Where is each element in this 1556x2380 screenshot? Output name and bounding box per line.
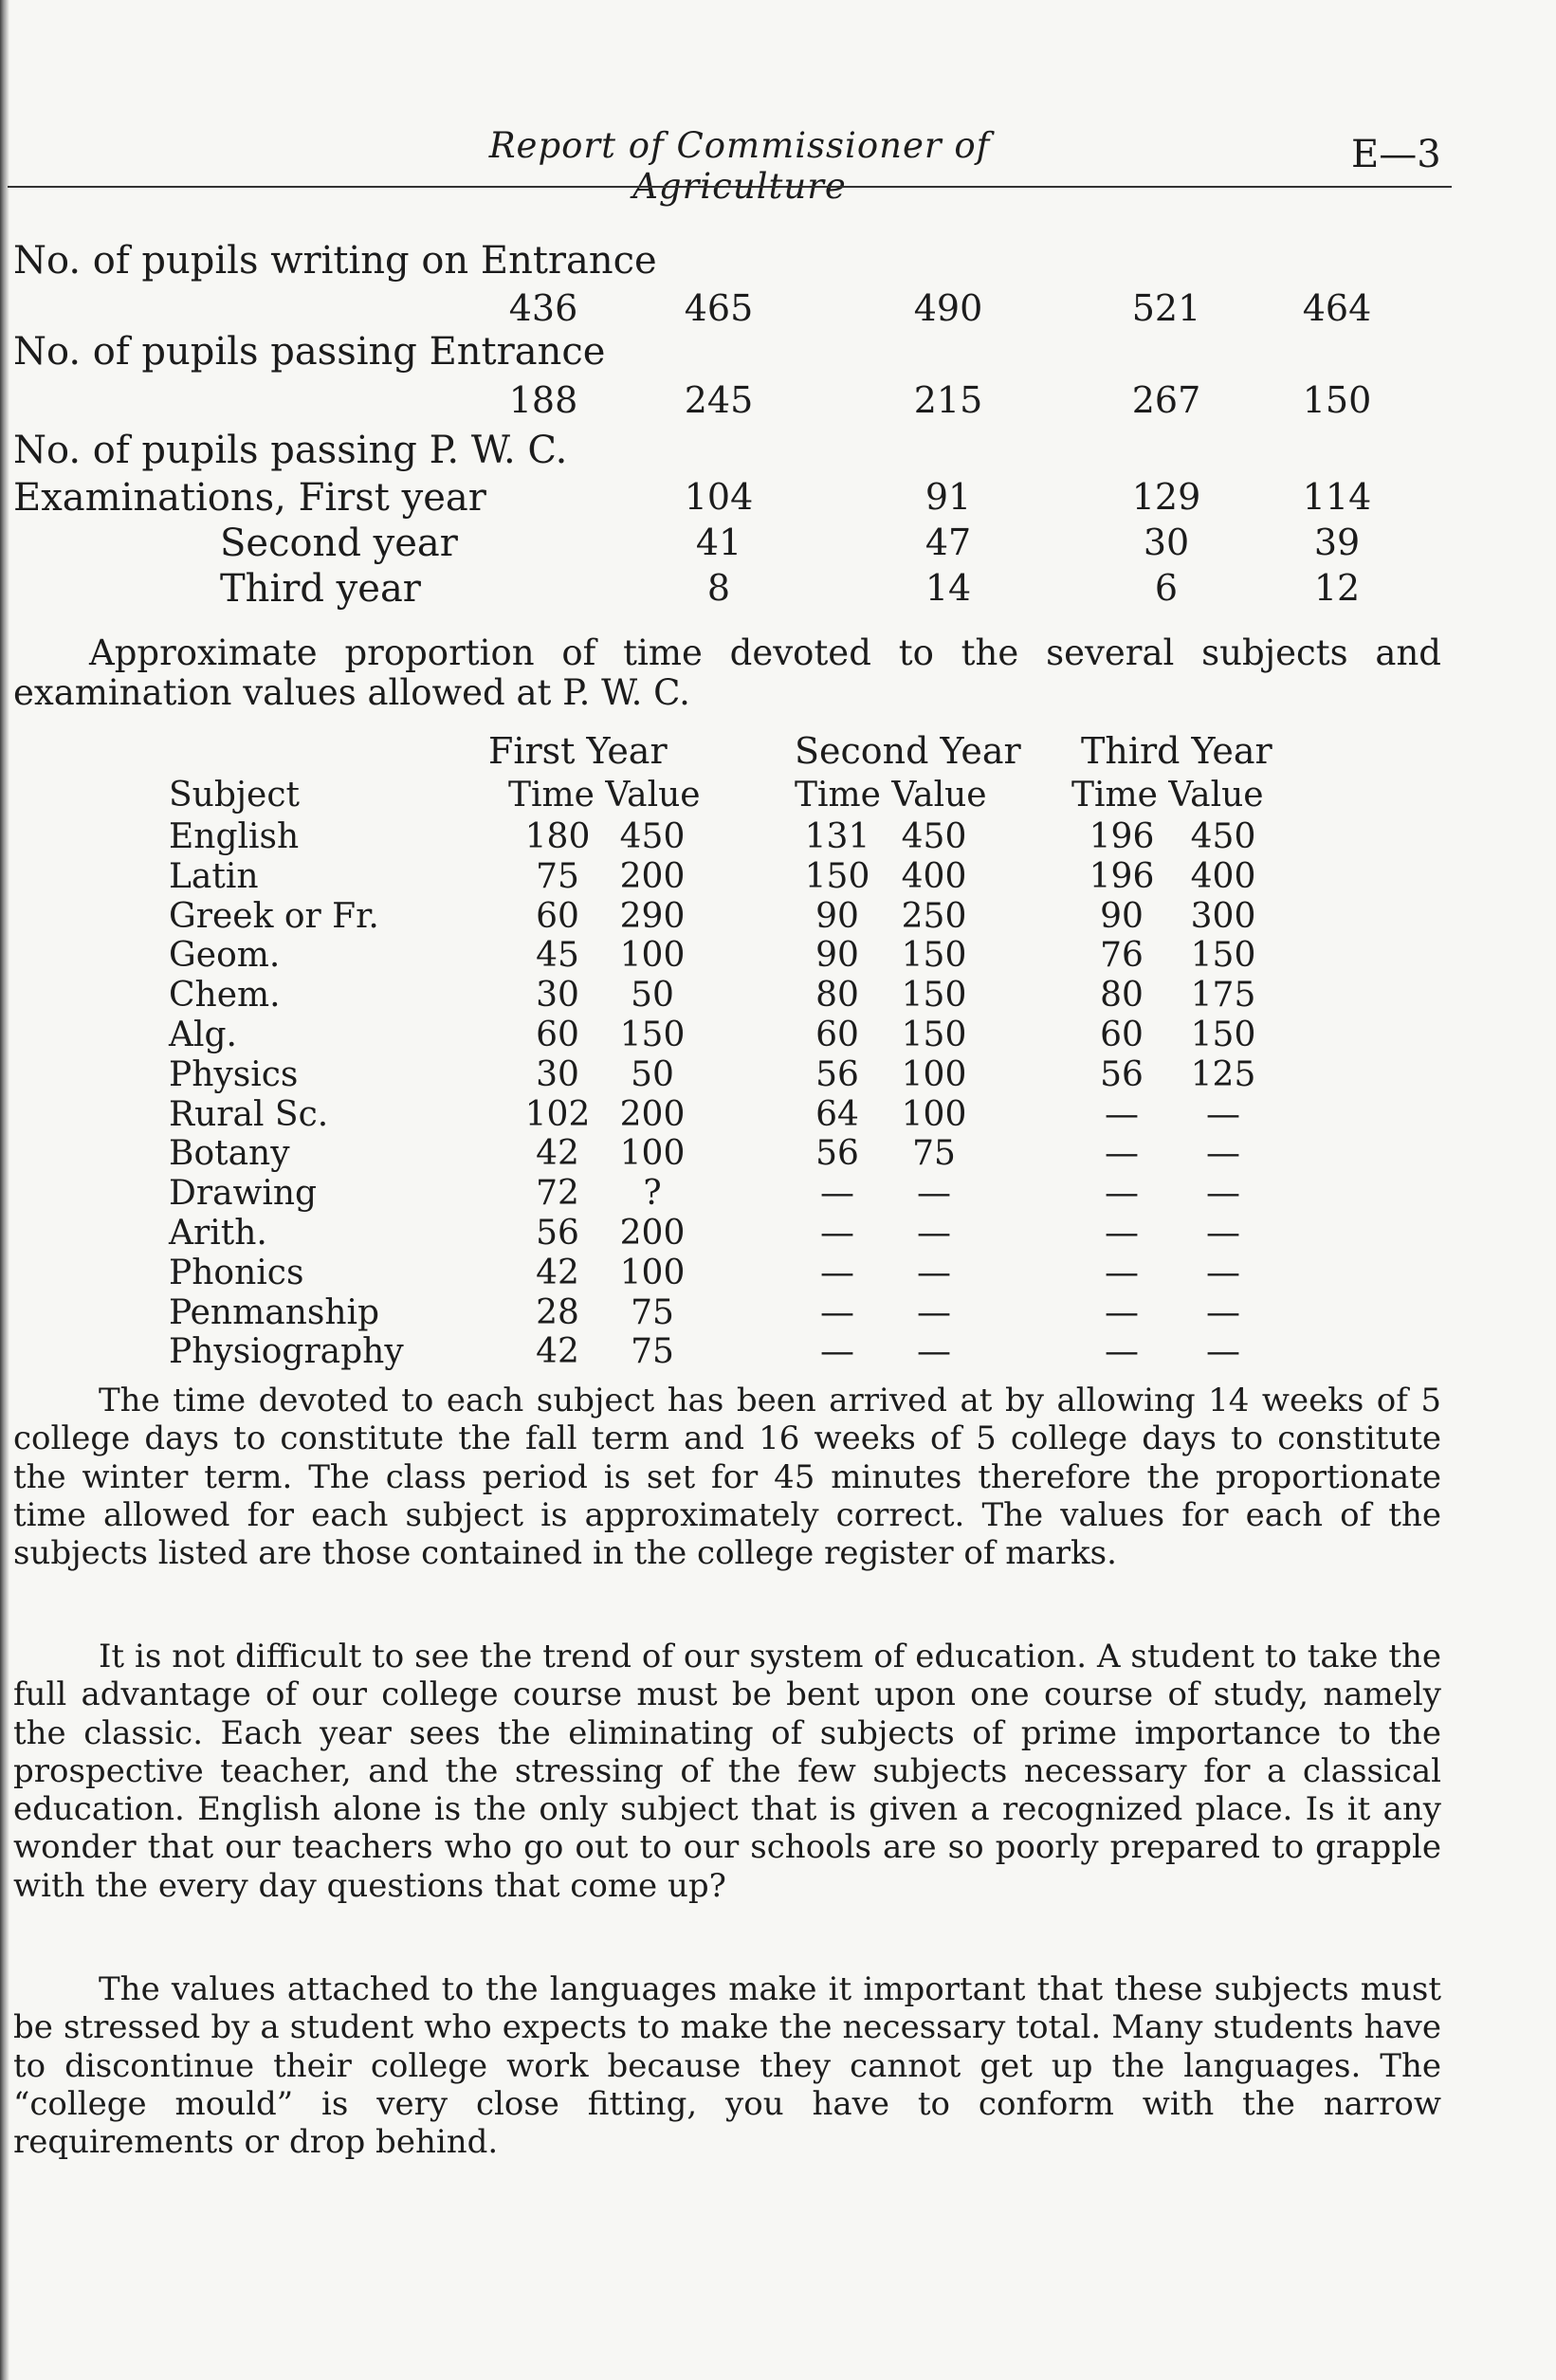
time-cell: 42	[536, 1332, 579, 1372]
time-cell: —	[1105, 1214, 1139, 1253]
time-cell: 42	[536, 1253, 579, 1292]
value-cell: 100	[901, 1054, 967, 1094]
value-cell: 100	[901, 1094, 967, 1134]
time-cell: —	[1105, 1292, 1139, 1332]
paragraph: The time devoted to each subject has been arrived at by allowing 14 weeks of 5 college days to constitute the fall term and 16 weeks of 5 college days to constitute the winter term. The class period is set for 45 minutes therefore the proportionate time allowed for each subject is approximately correct. The values for each of the subjects listed are those contained in the college register of marks.	[13, 1382, 1441, 1573]
value-cell: —	[917, 1332, 951, 1372]
time-cell: —	[1105, 1134, 1139, 1174]
value-cell: 75	[912, 1134, 956, 1174]
value-cell: 150	[619, 1016, 686, 1054]
time-cell: 90	[1100, 896, 1144, 936]
time-cell: —	[1105, 1094, 1139, 1134]
time-cell: —	[820, 1332, 854, 1372]
year-header: Second Year	[795, 730, 1021, 772]
subject-name: Greek or Fr.	[169, 896, 379, 936]
stat-value: 41	[695, 522, 742, 563]
subject-name: Geom.	[169, 936, 281, 976]
time-cell: 42	[536, 1134, 579, 1174]
subject-name: Arith.	[169, 1214, 267, 1253]
value-cell: 250	[901, 896, 967, 936]
value-cell: 290	[619, 896, 686, 936]
subject-name: Penmanship	[169, 1292, 380, 1332]
time-cell: —	[820, 1292, 854, 1332]
time-cell: 72	[536, 1174, 579, 1214]
time-cell: 102	[524, 1094, 591, 1134]
subject-name: Physiography	[169, 1332, 404, 1372]
stat-value: 91	[924, 476, 972, 518]
time-cell: 60	[536, 896, 579, 936]
time-cell: 56	[1100, 1054, 1144, 1094]
subject-name: Phonics	[169, 1253, 304, 1292]
time-cell: —	[1105, 1253, 1139, 1292]
time-cell: 80	[815, 976, 859, 1016]
value-cell: 300	[1190, 896, 1256, 936]
stat-value: 39	[1313, 522, 1361, 563]
time-cell: 60	[1100, 1016, 1144, 1054]
time-cell: 90	[815, 936, 859, 976]
time-cell: 56	[815, 1134, 859, 1174]
value-cell: 200	[619, 1214, 686, 1253]
value-cell: 450	[619, 817, 686, 856]
value-cell: —	[1206, 1253, 1240, 1292]
page-spine-shadow	[0, 0, 9, 2380]
subject-name: Drawing	[169, 1174, 318, 1214]
value-cell: 150	[901, 936, 967, 976]
time-cell: 28	[536, 1292, 579, 1332]
year-header: Third Year	[1081, 730, 1272, 772]
stat-value: 129	[1131, 476, 1201, 518]
value-cell: 400	[901, 856, 967, 896]
time-cell: 64	[815, 1094, 859, 1134]
time-cell: —	[820, 1174, 854, 1214]
time-cell: 56	[815, 1054, 859, 1094]
value-cell: ?	[643, 1174, 662, 1214]
time-cell: —	[820, 1253, 854, 1292]
time-value-header: Time Value	[1071, 776, 1264, 815]
stat-value: 104	[684, 476, 754, 518]
stat-value: 14	[924, 567, 972, 609]
stat-label: Examinations, First year	[13, 476, 486, 520]
time-cell: 196	[1089, 856, 1155, 896]
stat-label: No. of pupils writing on Entrance	[13, 239, 657, 283]
subject-name: Latin	[169, 856, 259, 896]
time-cell: 131	[804, 817, 870, 856]
stat-value: 245	[684, 379, 754, 421]
subject-name: Physics	[169, 1054, 299, 1094]
running-header-title: Report of Commissioner of Agriculture	[488, 125, 991, 207]
time-cell: 76	[1100, 936, 1144, 976]
stat-value: 436	[508, 287, 578, 329]
subject-column-header: Subject	[169, 776, 300, 815]
value-cell: 450	[1190, 817, 1256, 856]
time-cell: 30	[536, 976, 579, 1016]
value-cell: 50	[631, 1054, 674, 1094]
stat-value: 150	[1302, 379, 1372, 421]
stat-value: 30	[1143, 522, 1190, 563]
stat-label: No. of pupils passing Entrance	[13, 330, 606, 374]
time-cell: —	[1105, 1174, 1139, 1214]
subject-name: Botany	[169, 1134, 290, 1174]
stat-value: 490	[913, 287, 983, 329]
time-cell: 56	[536, 1214, 579, 1253]
value-cell: —	[1206, 1094, 1240, 1134]
value-cell: —	[917, 1214, 951, 1253]
value-cell: —	[1206, 1332, 1240, 1372]
stat-value: 188	[508, 379, 578, 421]
page-number: E—3	[1351, 133, 1441, 176]
value-cell: 100	[619, 936, 686, 976]
table-intro: Approximate proportion of time devoted to the several subjects and examination values allowed at P. W. C.	[13, 632, 1441, 713]
value-cell: 150	[1190, 1016, 1256, 1054]
stat-label: Third year	[220, 567, 421, 611]
time-cell: 180	[524, 817, 591, 856]
value-cell: 450	[901, 817, 967, 856]
value-cell: 150	[901, 1016, 967, 1054]
stat-value: 465	[684, 287, 754, 329]
paragraph: It is not difficult to see the trend of our system of education. A student to take the full advantage of our college course must be bent upon one course of study, namely the classic. Each year sees the eliminating of subjects of prime importance to the prospective teacher, and the stressing of the few subjects necessary for a classical education. English alone is the only subject that is given a recognized place. Is it any wonder that our teachers who go out to our schools are so poorly prepared to grapple with the every day questions that come up?	[13, 1638, 1441, 1905]
stat-value: 12	[1313, 567, 1361, 609]
value-cell: —	[1206, 1134, 1240, 1174]
time-cell: —	[820, 1214, 854, 1253]
stat-value: 464	[1302, 287, 1372, 329]
header-rule	[8, 186, 1452, 188]
time-cell: 90	[815, 896, 859, 936]
value-cell: 200	[619, 1094, 686, 1134]
value-cell: —	[1206, 1214, 1240, 1253]
value-cell: 150	[901, 976, 967, 1016]
value-cell: 175	[1190, 976, 1256, 1016]
paragraph: The values attached to the languages make it important that these subjects must be stressed by a student who expects to make the necessary total. Many students have to discontinue their college work because they cannot get up the languages. The “college mould” is very close fitting, you have to conform with the narrow requirements or drop behind.	[13, 1970, 1441, 2162]
time-cell: 60	[815, 1016, 859, 1054]
time-cell: 150	[804, 856, 870, 896]
stat-label: Second year	[220, 522, 458, 565]
value-cell: —	[1206, 1174, 1240, 1214]
value-cell: 100	[619, 1253, 686, 1292]
year-header: First Year	[488, 730, 668, 772]
time-cell: 75	[536, 856, 579, 896]
value-cell: 150	[1190, 936, 1256, 976]
value-cell: —	[917, 1292, 951, 1332]
stat-value: 521	[1131, 287, 1201, 329]
stat-label: No. of pupils passing P. W. C.	[13, 429, 568, 472]
value-cell: —	[1206, 1292, 1240, 1332]
stat-value: 215	[913, 379, 983, 421]
time-value-header: Time Value	[795, 776, 987, 815]
stat-value: 6	[1154, 567, 1179, 609]
time-value-header: Time Value	[508, 776, 701, 815]
value-cell: 75	[631, 1292, 674, 1332]
stat-value: 47	[924, 522, 972, 563]
subject-name: English	[169, 817, 300, 856]
value-cell: 100	[619, 1134, 686, 1174]
stat-value: 267	[1131, 379, 1201, 421]
value-cell: 200	[619, 856, 686, 896]
time-cell: 196	[1089, 817, 1155, 856]
value-cell: —	[917, 1253, 951, 1292]
stat-value: 114	[1302, 476, 1372, 518]
subject-name: Alg.	[169, 1016, 237, 1054]
value-cell: 75	[631, 1332, 674, 1372]
time-cell: —	[1105, 1332, 1139, 1372]
value-cell: 50	[631, 976, 674, 1016]
subject-name: Rural Sc.	[169, 1094, 329, 1134]
stat-value: 8	[706, 567, 731, 609]
subject-name: Chem.	[169, 976, 281, 1016]
time-cell: 30	[536, 1054, 579, 1094]
time-cell: 60	[536, 1016, 579, 1054]
value-cell: 400	[1190, 856, 1256, 896]
value-cell: 125	[1190, 1054, 1256, 1094]
value-cell: —	[917, 1174, 951, 1214]
time-cell: 80	[1100, 976, 1144, 1016]
time-cell: 45	[536, 936, 579, 976]
